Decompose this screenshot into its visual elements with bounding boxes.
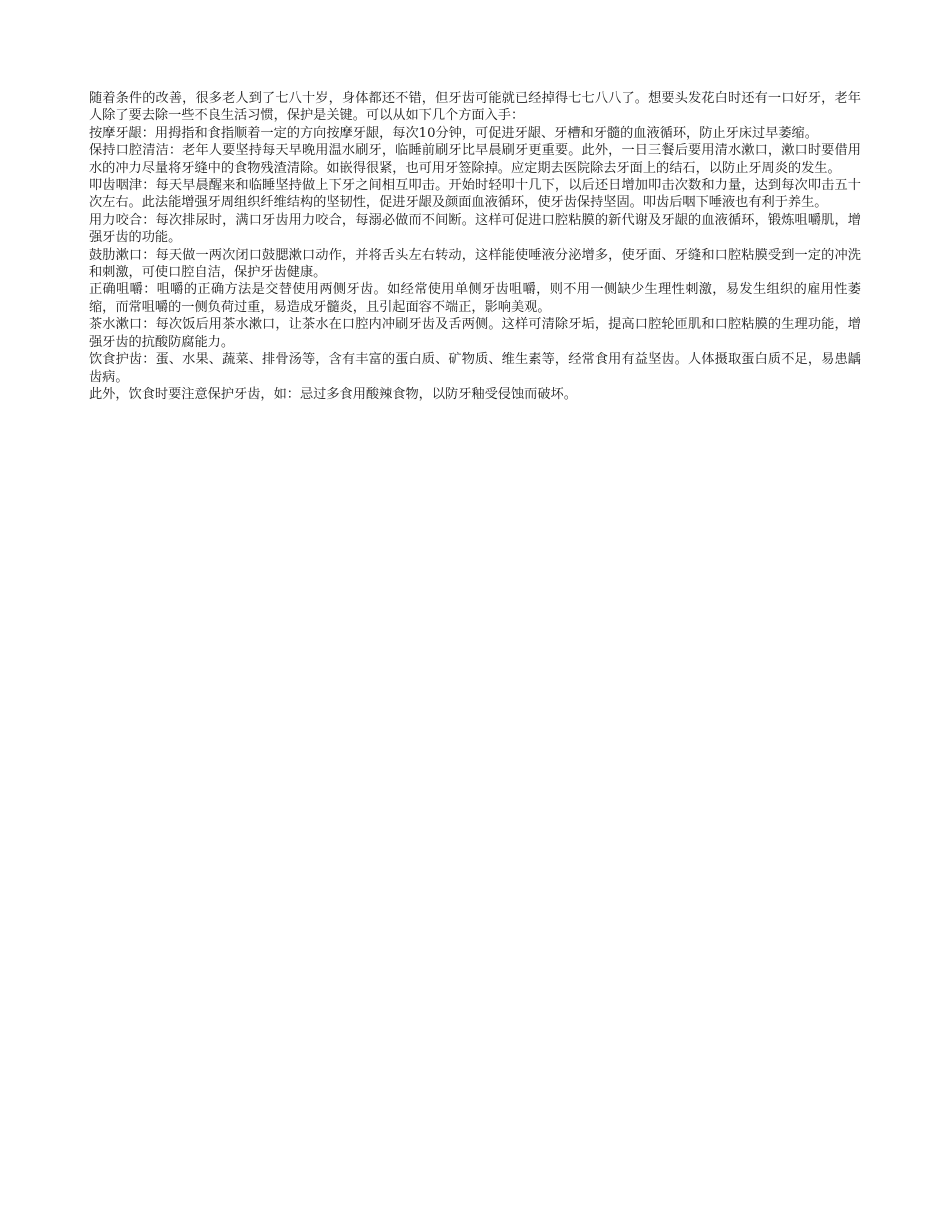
gum-massage-paragraph: 按摩牙龈：用拇指和食指顺着一定的方向按摩牙龈，每次10分钟，可促进牙龈、牙槽和牙髓的血液循环，防止牙床过早萎缩。 <box>89 125 818 141</box>
bite-paragraph: 用力咬合：每次排尿时，满口牙齿用力咬合，每溺必做而不间断。这样可促进口腔粘膜的新代谢及牙龈的血液循环，锻炼咀嚼肌，增强牙齿的功能。 <box>89 212 861 246</box>
document-body <box>89 90 861 403</box>
intro-paragraph: 随着条件的改善，很多老人到了七八十岁，身体都还不错，但牙齿可能就已经掉得七七八八了。想要头发花白时还有一口好牙，老年人除了要去除一些不良生活习惯，保护是关键。可以从如下几个方面入手： <box>89 91 861 124</box>
cheek-rinse-paragraph: 鼓肋漱口：每天做一两次闭口鼓腮漱口动作，并将舌头左右转动，这样能使唾液分泌增多，使牙面、牙缝和口腔粘膜受到一定的冲洗和刺激，可使口腔自洁，保护牙齿健康。 <box>89 247 861 281</box>
tea-rinse-paragraph: 茶水漱口：每次饭后用茶水漱口，让茶水在口腔内冲刷牙齿及舌两侧。这样可清除牙垢，提高口腔轮匝肌和口腔粘膜的生理功能，增强牙齿的抗酸防腐能力。 <box>89 317 861 350</box>
diet-paragraph: 饮食护齿：蛋、水果、蔬菜、排骨汤等，含有丰富的蛋白质、矿物质、维生素等，经常食用有益坚齿。人体摄取蛋白质不足，易患龋齿病。 <box>89 352 861 385</box>
teeth-tapping-paragraph: 叩齿咽津：每天早晨醒来和临睡坚持做上下牙之间相互叩击。开始时轻叩十几下，以后还日增加叩击次数和力量，达到每次叩击五十次左右。此法能增强牙周组织纤维结构的坚韧性，促进牙龈及颜面血液循环，使牙齿保持坚固。叩齿后咽下唾液也有利于养生。 <box>89 178 861 211</box>
chewing-paragraph: 正确咀嚼：咀嚼的正确方法是交替使用两侧牙齿。如经常使用单侧牙齿咀嚼，则不用一侧缺少生理性刺激，易发生组织的雇用性萎缩，而常咀嚼的一侧负荷过重，易造成牙髓炎，且引起面容不端正，影响美观。 <box>89 282 861 315</box>
closing-paragraph: 此外，饮食时要注意保护牙齿，如：忌过多食用酸辣食物，以防牙釉受侵蚀而破坏。 <box>89 386 577 402</box>
oral-hygiene-paragraph: 保持口腔清洁：老年人要坚持每天早晚用温水刷牙，临睡前刷牙比早晨刷牙更重要。此外，一日三餐后要用清水漱口，漱口时要借用水的冲力尽量将牙缝中的食物残渣清除。如嵌得很紧，也可用牙签除掉。应定期去医院除去牙面上的结石，以防止牙周炎的发生。 <box>89 143 861 176</box>
